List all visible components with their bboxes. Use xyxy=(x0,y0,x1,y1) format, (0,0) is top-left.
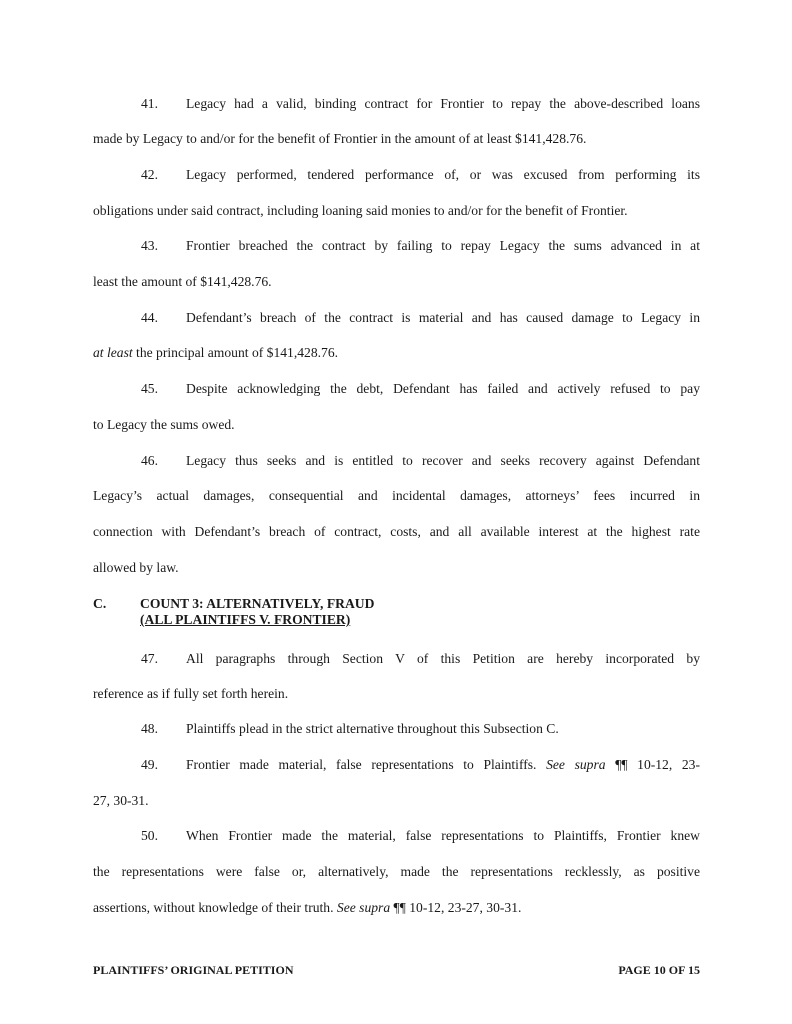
paragraph-47-line-1: 47. All paragraphs through Section V of this Petition are hereby incorporated by xyxy=(141,651,700,666)
paragraph-45-line-1: 45. Despite acknowledging the debt, Defendant has failed and actively refused to pay xyxy=(141,381,700,396)
footer-page-number: PAGE 10 OF 15 xyxy=(618,963,700,977)
section-letter: C. xyxy=(93,596,107,611)
paragraph-49-line-2: 27, 30-31. xyxy=(93,793,149,808)
paragraph-42-line-2: obligations under said contract, including loaning said monies to and/or for the benefit of Frontier. xyxy=(93,203,628,218)
paragraph-41-line-1: 41. Legacy had a valid, binding contract for Frontier to repay the above-described loans xyxy=(141,96,700,111)
footer-document-title: PLAINTIFFS’ ORIGINAL PETITION xyxy=(93,963,294,977)
paragraph-50-line-3: assertions, without knowledge of their truth. See supra ¶¶ 10-12, 23-27, 30-31. xyxy=(93,900,522,915)
paragraph-41-line-2: made by Legacy to and/or for the benefit of Frontier in the amount of at least $141,428.76. xyxy=(93,131,587,146)
paragraph-45-line-2: to Legacy the sums owed. xyxy=(93,417,235,432)
paragraph-46-line-2: Legacy’s actual damages, consequential and incidental damages, attorneys’ fees incurred in xyxy=(93,488,700,503)
paragraph-number: 49. xyxy=(141,757,158,772)
paragraph-number: 50. xyxy=(141,828,158,843)
paragraph-49-line-1: 49. Frontier made material, false representations to Plaintiffs. See supra ¶¶ 10-12, 23- xyxy=(141,757,701,772)
paragraph-number: 46. xyxy=(141,453,158,468)
paragraph-number: 45. xyxy=(141,381,158,396)
paragraph-46-line-3: connection with Defendant’s breach of contract, costs, and all available interest at the highest rate xyxy=(93,524,700,539)
paragraph-46-line-4: allowed by law. xyxy=(93,560,179,575)
section-heading xyxy=(93,595,374,612)
paragraph-number: 47. xyxy=(141,651,158,666)
section-subtitle: (ALL PLAINTIFFS V. FRONTIER) xyxy=(140,612,351,627)
paragraph-50-line-2: the representations were false or, alternatively, made the representations recklessly, as positive xyxy=(93,864,700,879)
paragraph-43-line-2: least the amount of $141,428.76. xyxy=(93,274,272,289)
paragraph-number: 44. xyxy=(141,310,158,325)
paragraph-48-line-1: 48. Plaintiffs plead in the strict alternative throughout this Subsection C. xyxy=(141,721,559,736)
emphasis: See supra xyxy=(546,757,606,772)
paragraph-47-line-2: reference as if fully set forth herein. xyxy=(93,686,289,701)
paragraph-44-line-1: 44. Defendant’s breach of the contract is material and has caused damage to Legacy in xyxy=(141,310,700,325)
paragraph-number: 43. xyxy=(141,238,158,253)
paragraph-50-line-1: 50. When Frontier made the material, false representations to Plaintiffs, Frontier knew xyxy=(141,828,700,843)
paragraph-43-line-1: 43. Frontier breached the contract by failing to repay Legacy the sums advanced in at xyxy=(141,238,700,253)
emphasis: at least xyxy=(93,345,133,360)
paragraph-46-line-1: 46. Legacy thus seeks and is entitled to recover and seeks recovery against Defendant xyxy=(141,453,700,468)
section-title: COUNT 3: ALTERNATIVELY, FRAUD xyxy=(140,596,375,611)
paragraph-number: 48. xyxy=(141,721,158,736)
paragraph-number: 41. xyxy=(141,96,158,111)
paragraph-number: 42. xyxy=(141,167,158,182)
paragraph-42-line-1: 42. Legacy performed, tendered performance of, or was excused from performing its xyxy=(141,167,700,182)
paragraph-44-line-2: at least the principal amount of $141,428.76. xyxy=(93,345,339,360)
emphasis: See supra xyxy=(336,900,391,915)
